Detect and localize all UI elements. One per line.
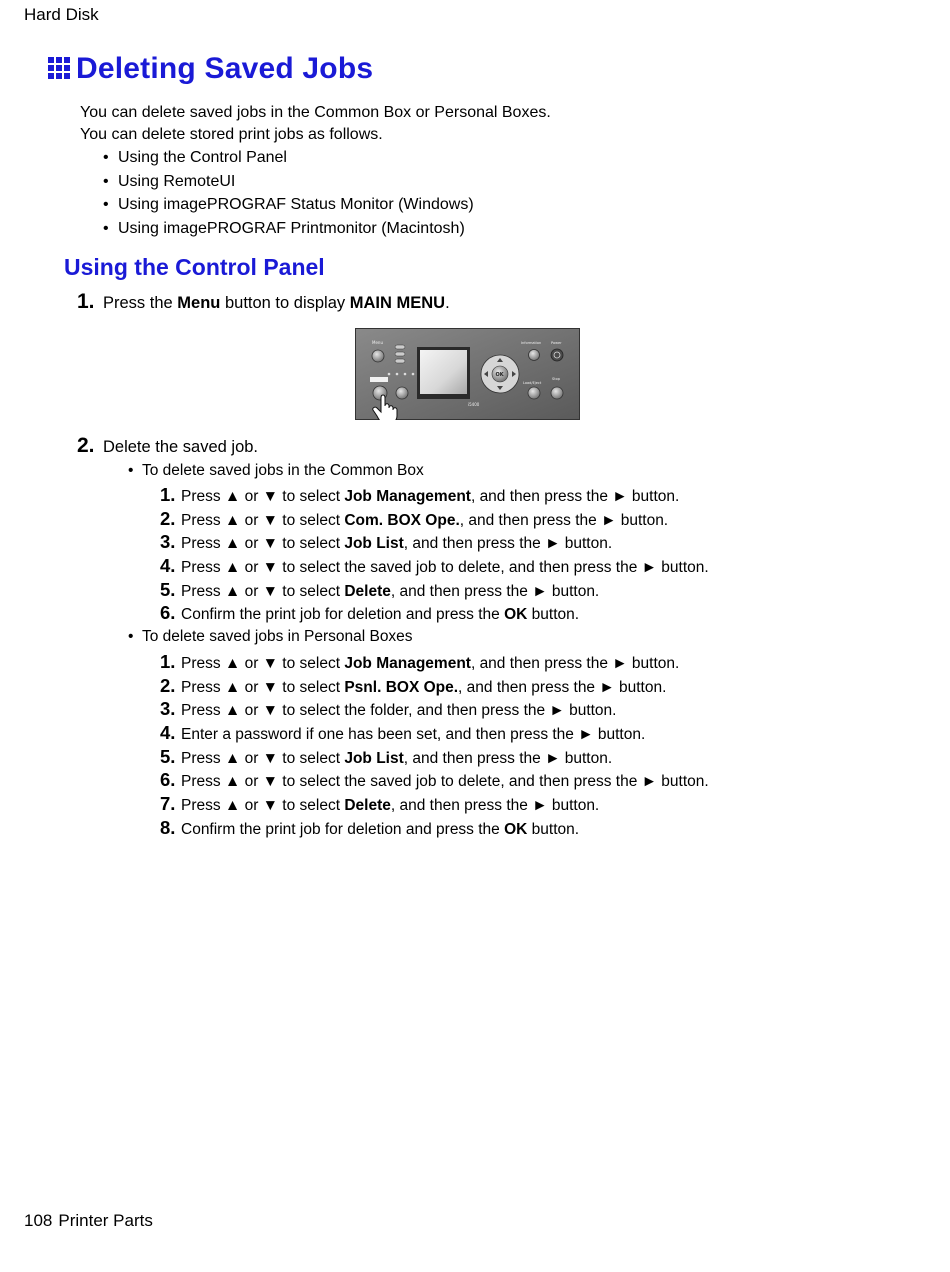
list-item: 1. Press ▲ or ▼ to select Job Management, and then press the ► button. bbox=[160, 651, 680, 672]
step-number: 1. bbox=[77, 290, 95, 313]
list-item: 8. Confirm the print job for deletion and press the OK button. bbox=[160, 816, 580, 838]
list-item: 6. Confirm the print job for deletion and press the OK button. bbox=[160, 602, 580, 624]
list-item: 4. Press ▲ or ▼ to select the saved job to delete, and then press the ► button. bbox=[160, 555, 709, 577]
step-text: Press the bbox=[103, 294, 178, 312]
list-item: 3. Press ▲ or ▼ to select the folder, and then press the ► button. bbox=[160, 698, 617, 720]
list-item: 2. Press ▲ or ▼ to select Psnl. BOX Ope., and then press the ► button. bbox=[160, 674, 667, 696]
step-text: Delete the saved job. bbox=[103, 438, 259, 456]
load-eject-label: Load/Eject bbox=[523, 381, 542, 385]
personal-box-label: To delete saved jobs in Personal Boxes bbox=[142, 628, 413, 645]
section-grid-icon bbox=[48, 57, 71, 80]
methods-list bbox=[103, 146, 474, 241]
step-1 bbox=[77, 290, 450, 314]
list-item: 6. Press ▲ or ▼ to select the saved job to delete, and then press the ► button. bbox=[160, 769, 709, 791]
list-item: 2. Press ▲ or ▼ to select Com. BOX Ope., and then press the ► button. bbox=[160, 507, 669, 529]
list-item: 5. Press ▲ or ▼ to select Delete, and then press the ► button. bbox=[160, 578, 600, 600]
common-box-heading bbox=[128, 462, 424, 480]
menu-label: Menu bbox=[372, 340, 383, 345]
method-item: • Using the Control Panel bbox=[103, 146, 474, 170]
intro-line: You can delete saved jobs in the Common Box or Personal Boxes. bbox=[80, 104, 551, 121]
method-item: • Using RemoteUI bbox=[103, 170, 474, 194]
step-text: button to display bbox=[220, 294, 350, 312]
control-panel-image bbox=[355, 328, 580, 420]
common-box-label: To delete saved jobs in the Common Box bbox=[142, 462, 424, 479]
information-label: Information bbox=[521, 341, 542, 345]
intro-line: You can delete stored print jobs as follows. bbox=[80, 126, 383, 143]
model-label: i5400 bbox=[468, 402, 480, 407]
page-title-text: Deleting Saved Jobs bbox=[76, 52, 374, 85]
ok-label: OK bbox=[495, 372, 504, 378]
personal-box-heading bbox=[128, 628, 413, 646]
main-menu-term: MAIN MENU bbox=[349, 294, 446, 312]
list-item: 4. Enter a password if one has been set, and then press the ► button. bbox=[160, 722, 646, 744]
step-text: . bbox=[445, 294, 450, 312]
stop-label: Stop bbox=[552, 377, 560, 381]
menu-button-term: Menu bbox=[177, 294, 221, 312]
power-label: Power bbox=[551, 341, 562, 345]
step-number: 2. bbox=[77, 434, 95, 457]
list-item: 3. Press ▲ or ▼ to select Job List, and then press the ► button. bbox=[160, 531, 613, 553]
intro-paragraph bbox=[80, 102, 551, 146]
common-box-steps bbox=[160, 483, 709, 625]
step-2 bbox=[77, 434, 258, 458]
running-header: Hard Disk bbox=[24, 5, 99, 24]
page-footer bbox=[24, 1211, 153, 1231]
method-item: • Using imagePROGRAF Status Monitor (Windows) bbox=[103, 193, 474, 217]
method-item: • Using imagePROGRAF Printmonitor (Macintosh) bbox=[103, 217, 474, 241]
footer-section: Printer Parts bbox=[58, 1211, 153, 1230]
list-item: 1. Press ▲ or ▼ to select Job Management, and then press the ► button. bbox=[160, 484, 680, 505]
list-item: 5. Press ▲ or ▼ to select Job List, and then press the ► button. bbox=[160, 745, 613, 767]
page-number: 108 bbox=[24, 1211, 53, 1230]
page-title bbox=[48, 52, 373, 86]
personal-box-steps bbox=[160, 650, 709, 840]
list-item: 7. Press ▲ or ▼ to select Delete, and then press the ► button. bbox=[160, 793, 600, 815]
section-heading: Using the Control Panel bbox=[64, 254, 325, 280]
